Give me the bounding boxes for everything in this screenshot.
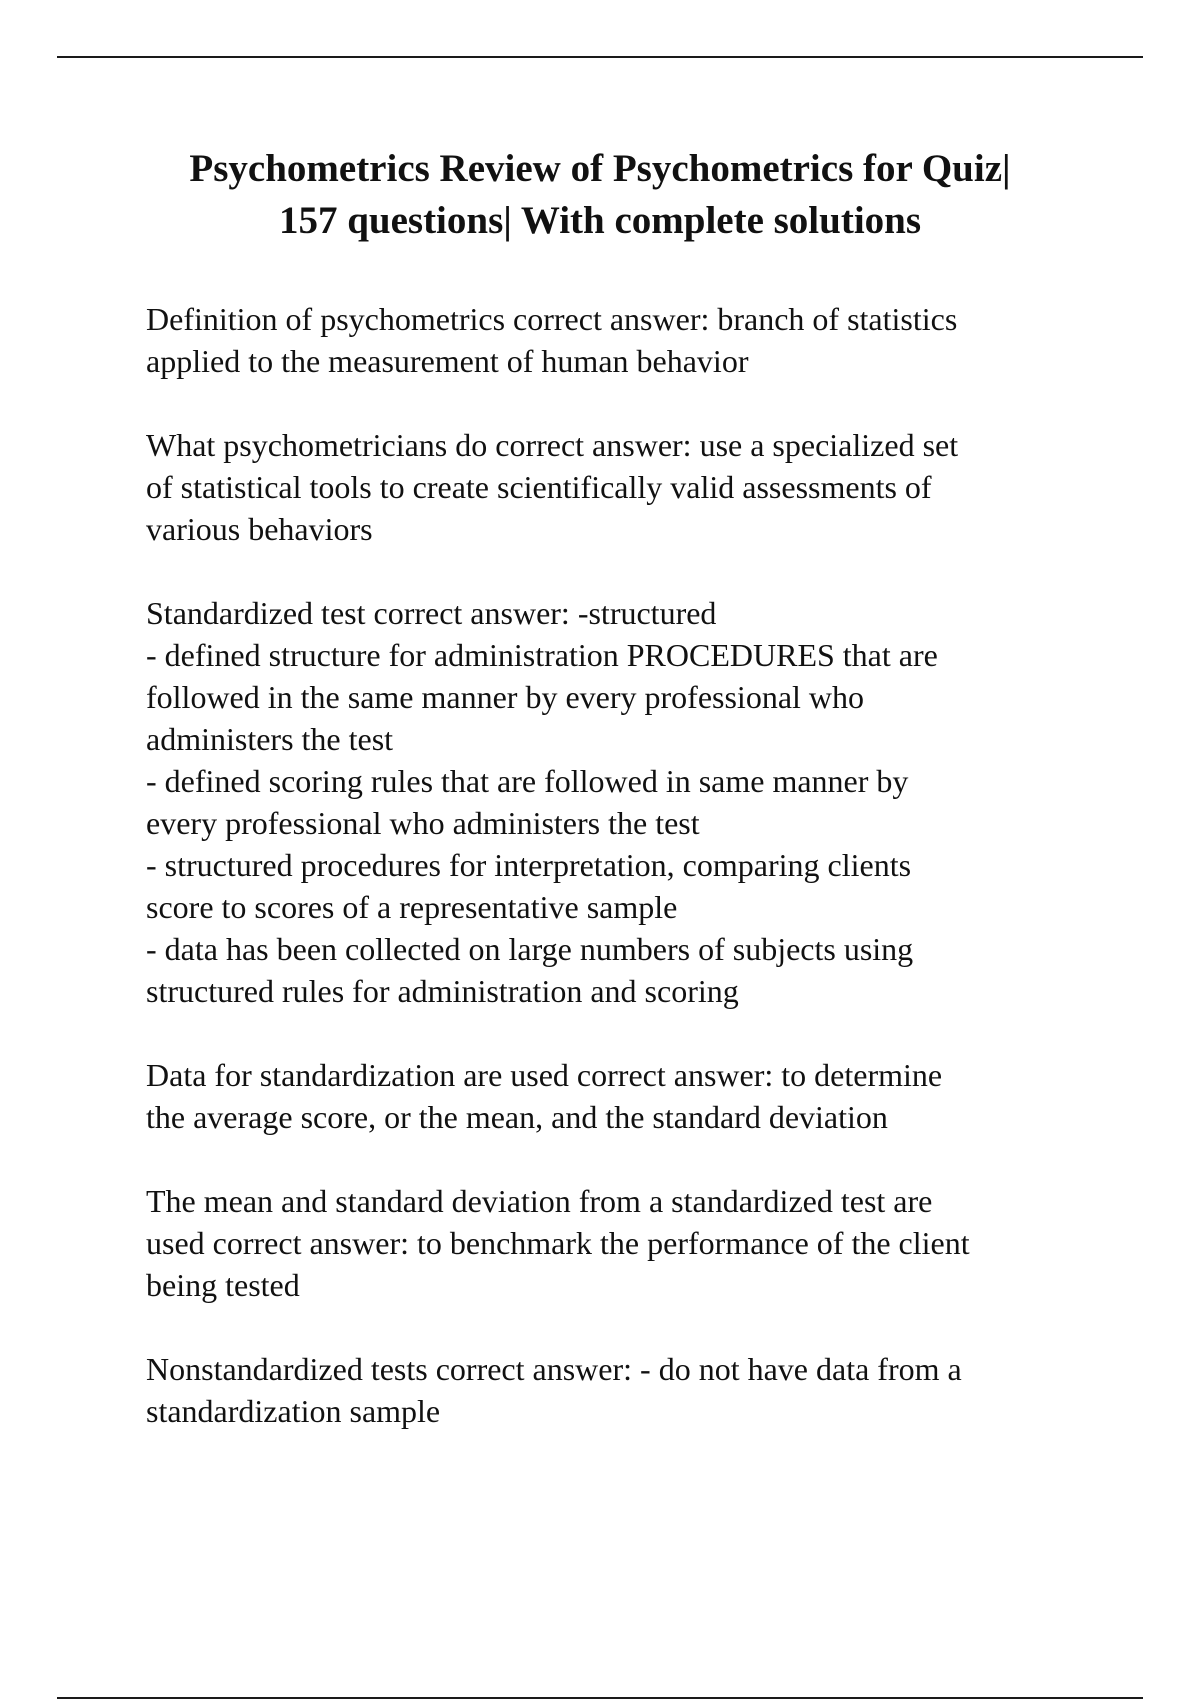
entry-line: - data has been collected on large numbers of subjects using [146,931,914,967]
title-line: Psychometrics Review of Psychometrics for Quiz| [189,147,1011,190]
document-body [146,298,1146,1474]
entry-line: structured rules for administration and scoring [146,973,739,1009]
qa-entry-standardized-test [146,592,1146,1012]
entry-line: What psychometricians do correct answer: use a specialized set [146,427,959,463]
qa-entry-psychometrics-definition [146,298,1146,382]
qa-entry-psychometricians [146,424,1146,550]
entry-line: used correct answer: to benchmark the performance of the client [146,1225,970,1261]
entry-line: followed in the same manner by every professional who [146,679,865,715]
entry-line: The mean and standard deviation from a standardized test are [146,1183,933,1219]
entry-line: standardization sample [146,1393,441,1429]
entry-line: every professional who administers the test [146,805,700,841]
entry-line: applied to the measurement of human behavior [146,343,749,379]
document-title [100,143,1100,247]
entry-line: Nonstandardized tests correct answer: - do not have data from a [146,1351,962,1387]
entry-line: of statistical tools to create scientifically valid assessments of [146,469,932,505]
entry-line: Definition of psychometrics correct answer: branch of statistics [146,301,958,337]
entry-line: - structured procedures for interpretation, comparing clients [146,847,912,883]
entry-line: being tested [146,1267,300,1303]
entry-line: - defined structure for administration PROCEDURES that are [146,637,938,673]
qa-entry-nonstandardized-tests [146,1348,1146,1432]
qa-entry-mean-and-sd [146,1180,1146,1306]
entry-line: score to scores of a representative sample [146,889,678,925]
entry-line: the average score, or the mean, and the standard deviation [146,1099,888,1135]
entry-line: - defined scoring rules that are followed in same manner by [146,763,909,799]
entry-line: various behaviors [146,511,373,547]
top-rule [57,56,1143,58]
entry-line: Data for standardization are used correct answer: to determine [146,1057,943,1093]
entry-line: administers the test [146,721,394,757]
bottom-rule [57,1697,1143,1699]
title-line: 157 questions| With complete solutions [278,199,922,242]
qa-entry-standardization-data [146,1054,1146,1138]
entry-line: Standardized test correct answer: -structured [146,595,717,631]
